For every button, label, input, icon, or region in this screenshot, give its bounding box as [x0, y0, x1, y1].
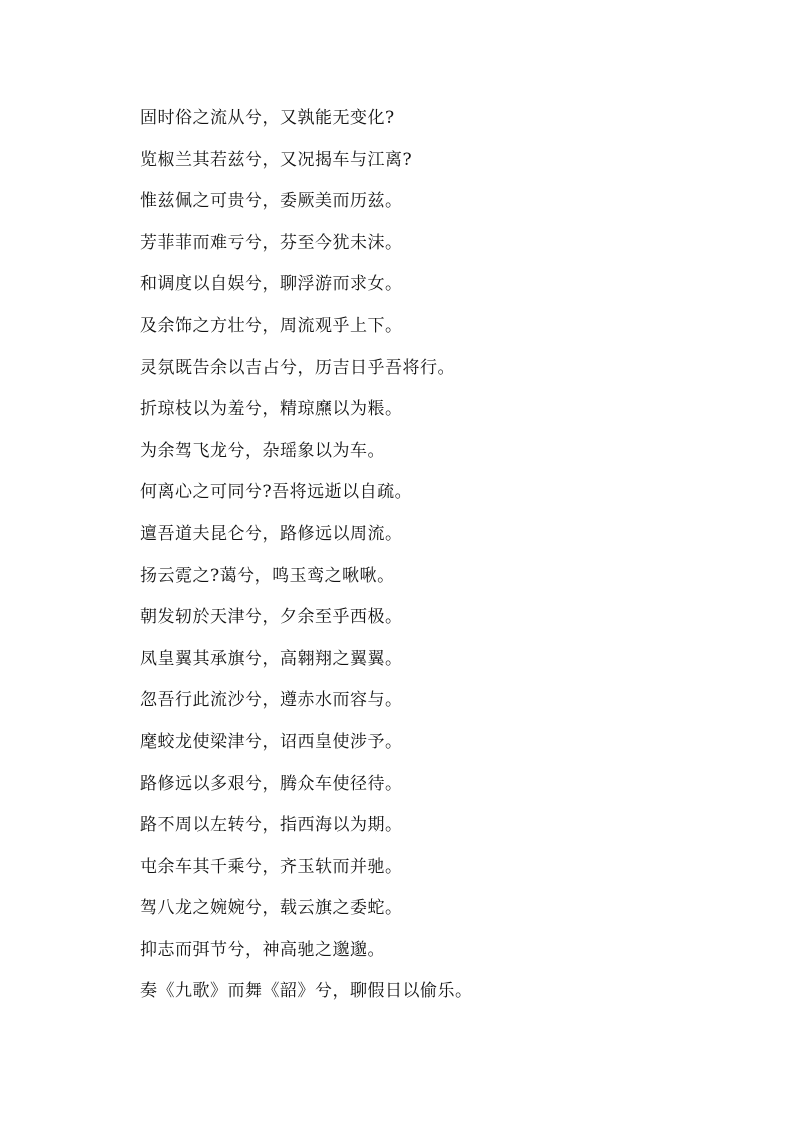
poem-line: 路修远以多艰兮，腾众车使径待。: [140, 773, 403, 794]
poem-line: 和调度以自娱兮，聊浮游而求女。: [140, 274, 403, 295]
poem-line: 惟兹佩之可贵兮，委厥美而历兹。: [140, 191, 403, 212]
poem-line: 驾八龙之婉婉兮，载云旗之委蛇。: [140, 898, 403, 919]
poem-line: 屯余车其千乘兮，齐玉轪而并驰。: [140, 856, 403, 877]
poem-line: 路不周以左转兮，指西海以为期。: [140, 815, 403, 836]
poem-line: 何离心之可同兮?吾将远逝以自疏。: [140, 482, 413, 503]
poem-text: [140, 104, 740, 1019]
poem-line: 固时俗之流从兮，又孰能无变化?: [140, 108, 395, 128]
poem-line: 凤皇翼其承旗兮，高翱翔之翼翼。: [140, 648, 403, 669]
poem-line: 折琼枝以为羞兮，精琼爢以为粻。: [140, 399, 403, 420]
poem-line: 邅吾道夫昆仑兮，路修远以周流。: [140, 523, 403, 544]
poem-line: 抑志而弭节兮，神高驰之邈邈。: [140, 939, 385, 960]
poem-line: 奏《九歌》而舞《韶》兮，聊假日以偷乐。: [140, 981, 473, 1002]
poem-line: 麾蛟龙使梁津兮，诏西皇使涉予。: [140, 731, 403, 752]
poem-line: 览椒兰其若兹兮，又况揭车与江离?: [140, 149, 413, 170]
poem-line: 为余驾飞龙兮，杂瑶象以为车。: [140, 440, 385, 461]
poem-line: 忽吾行此流沙兮，遵赤水而容与。: [140, 690, 403, 711]
poem-line: 扬云霓之?蔼兮，鸣玉鸾之啾啾。: [140, 565, 395, 586]
poem-line: 及余饰之方壮兮，周流观乎上下。: [140, 315, 403, 336]
poem-line: 灵氛既告余以吉占兮，历吉日乎吾将行。: [140, 357, 455, 378]
poem-line: 芳菲菲而难亏兮，芬至今犹未沫。: [140, 232, 403, 253]
poem-line: 朝发轫於天津兮，夕余至乎西极。: [140, 607, 403, 628]
